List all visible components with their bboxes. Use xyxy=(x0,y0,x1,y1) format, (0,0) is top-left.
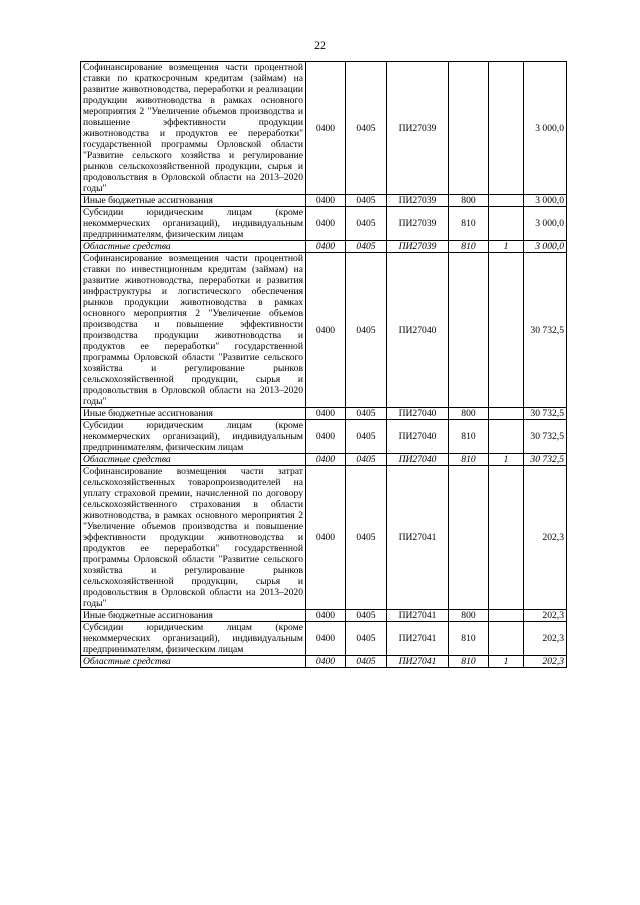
target-article-code: ПИ27039 xyxy=(387,195,449,207)
row-name: Субсидии юридическим лицам (кроме некоммерческих организаций), индивидуальным предпринимателям, физическим лицам xyxy=(81,207,306,241)
table-row xyxy=(81,656,567,668)
row-name: Субсидии юридическим лицам (кроме некоммерческих организаций), индивидуальным предпринимателям, физическим лицам xyxy=(81,622,306,656)
subsection-code: 0405 xyxy=(346,62,387,195)
subsection-code: 0405 xyxy=(346,420,387,454)
expense-type-code xyxy=(449,253,489,408)
subsection-code: 0405 xyxy=(346,241,387,253)
table-row xyxy=(81,207,567,241)
target-article-code: ПИ27039 xyxy=(387,241,449,253)
row-name: Иные бюджетные ассигнования xyxy=(81,408,306,420)
amount: 30 732,5 xyxy=(524,408,567,420)
funding-source-code xyxy=(489,207,524,241)
expense-type-code xyxy=(449,62,489,195)
expense-type-code: 810 xyxy=(449,454,489,466)
target-article-code: ПИ27041 xyxy=(387,656,449,668)
funding-source-code xyxy=(489,420,524,454)
funding-source-code xyxy=(489,610,524,622)
table-row xyxy=(81,408,567,420)
expense-type-code: 810 xyxy=(449,656,489,668)
subsection-code: 0405 xyxy=(346,610,387,622)
amount: 30 732,5 xyxy=(524,253,567,408)
expense-type-code: 810 xyxy=(449,241,489,253)
section-code: 0400 xyxy=(306,656,346,668)
funding-source-code xyxy=(489,253,524,408)
target-article-code: ПИ27040 xyxy=(387,420,449,454)
subsection-code: 0405 xyxy=(346,195,387,207)
funding-source-code: 1 xyxy=(489,454,524,466)
subsection-code: 0405 xyxy=(346,408,387,420)
target-article-code: ПИ27039 xyxy=(387,62,449,195)
page-number: 22 xyxy=(314,38,326,52)
amount: 3 000,0 xyxy=(524,241,567,253)
subsection-code: 0405 xyxy=(346,207,387,241)
section-code: 0400 xyxy=(306,454,346,466)
row-name: Софинансирование возмещения части затрат сельскохозяйственных товаропроизводителей на уплату страховой премии, начисленной по договору сельскохозяйственного страхования в области животноводства, в рамках основного мероприятия 2 "Увеличение объемов производства и повышение эффективности продукции животноводства и продуктов ее переработки" государственной программы Орловской области "Развитие сельского хозяйства и регулирование рынков сельскохозяйственной продукции, сырья и продовольствия в Орловской области на 2013–2020 годы" xyxy=(81,466,306,610)
subsection-code: 0405 xyxy=(346,253,387,408)
section-code: 0400 xyxy=(306,195,346,207)
funding-source-code: 1 xyxy=(489,241,524,253)
table-row xyxy=(81,466,567,610)
amount: 202,3 xyxy=(524,622,567,656)
target-article-code: ПИ27041 xyxy=(387,622,449,656)
section-code: 0400 xyxy=(306,408,346,420)
amount: 3 000,0 xyxy=(524,195,567,207)
subsection-code: 0405 xyxy=(346,454,387,466)
table-row xyxy=(81,420,567,454)
row-name: Иные бюджетные ассигнования xyxy=(81,195,306,207)
subsection-code: 0405 xyxy=(346,466,387,610)
row-name: Иные бюджетные ассигнования xyxy=(81,610,306,622)
section-code: 0400 xyxy=(306,610,346,622)
row-name: Софинансирование возмещения части процентной ставки по краткосрочным кредитам (займам) на развитие животноводства, переработки и реализации продукции животноводства в рамках основного мероприятия 2 "Увеличение объемов производства и повышение эффективности продукции животноводства и продуктов ее переработки" государственной программы Орловской области "Развитие сельского хозяйства и регулирование рынков сельскохозяйственной продукции, сырья и продовольствия в Орловской области на 2013–2020 годы" xyxy=(81,62,306,195)
amount: 202,3 xyxy=(524,656,567,668)
table-row xyxy=(81,610,567,622)
target-article-code: ПИ27040 xyxy=(387,408,449,420)
row-name: Субсидии юридическим лицам (кроме некоммерческих организаций), индивидуальным предпринимателям, физическим лицам xyxy=(81,420,306,454)
amount: 3 000,0 xyxy=(524,62,567,195)
expense-type-code: 800 xyxy=(449,195,489,207)
expense-type-code: 800 xyxy=(449,408,489,420)
table-row xyxy=(81,253,567,408)
amount: 30 732,5 xyxy=(524,454,567,466)
section-code: 0400 xyxy=(306,622,346,656)
section-code: 0400 xyxy=(306,241,346,253)
target-article-code: ПИ27040 xyxy=(387,454,449,466)
row-name: Областные средства xyxy=(81,454,306,466)
funding-source-code: 1 xyxy=(489,656,524,668)
row-name: Областные средства xyxy=(81,241,306,253)
section-code: 0400 xyxy=(306,62,346,195)
row-name: Областные средства xyxy=(81,656,306,668)
expense-type-code: 800 xyxy=(449,610,489,622)
table-row xyxy=(81,622,567,656)
target-article-code: ПИ27041 xyxy=(387,610,449,622)
section-code: 0400 xyxy=(306,466,346,610)
section-code: 0400 xyxy=(306,253,346,408)
table-row xyxy=(81,195,567,207)
section-code: 0400 xyxy=(306,207,346,241)
section-code: 0400 xyxy=(306,420,346,454)
funding-source-code xyxy=(489,408,524,420)
target-article-code: ПИ27041 xyxy=(387,466,449,610)
subsection-code: 0405 xyxy=(346,656,387,668)
budget-table-body xyxy=(81,62,567,668)
amount: 30 732,5 xyxy=(524,420,567,454)
expense-type-code xyxy=(449,466,489,610)
row-name: Софинансирование возмещения части процентной ставки по инвестиционным кредитам (займам) на развитие животноводства, переработки и развития инфраструктуры и логистического обеспечения рынков продукции животноводства в рамках основного мероприятия 2 "Увеличение объемов производства и повышение эффективности производства продукции животноводства и продуктов ее переработки" государственной программы Орловской области "Развитие сельского хозяйства и регулирование рынков сельскохозяйственной продукции, сырья и продовольствия в Орловской области на 2013–2020 годы" xyxy=(81,253,306,408)
funding-source-code xyxy=(489,622,524,656)
amount: 202,3 xyxy=(524,466,567,610)
funding-source-code xyxy=(489,62,524,195)
expense-type-code: 810 xyxy=(449,622,489,656)
amount: 202,3 xyxy=(524,610,567,622)
table-row xyxy=(81,241,567,253)
expense-type-code: 810 xyxy=(449,207,489,241)
budget-table xyxy=(80,61,567,668)
target-article-code: ПИ27039 xyxy=(387,207,449,241)
target-article-code: ПИ27040 xyxy=(387,253,449,408)
funding-source-code xyxy=(489,195,524,207)
table-row xyxy=(81,454,567,466)
amount: 3 000,0 xyxy=(524,207,567,241)
expense-type-code: 810 xyxy=(449,420,489,454)
funding-source-code xyxy=(489,466,524,610)
table-row xyxy=(81,62,567,195)
subsection-code: 0405 xyxy=(346,622,387,656)
